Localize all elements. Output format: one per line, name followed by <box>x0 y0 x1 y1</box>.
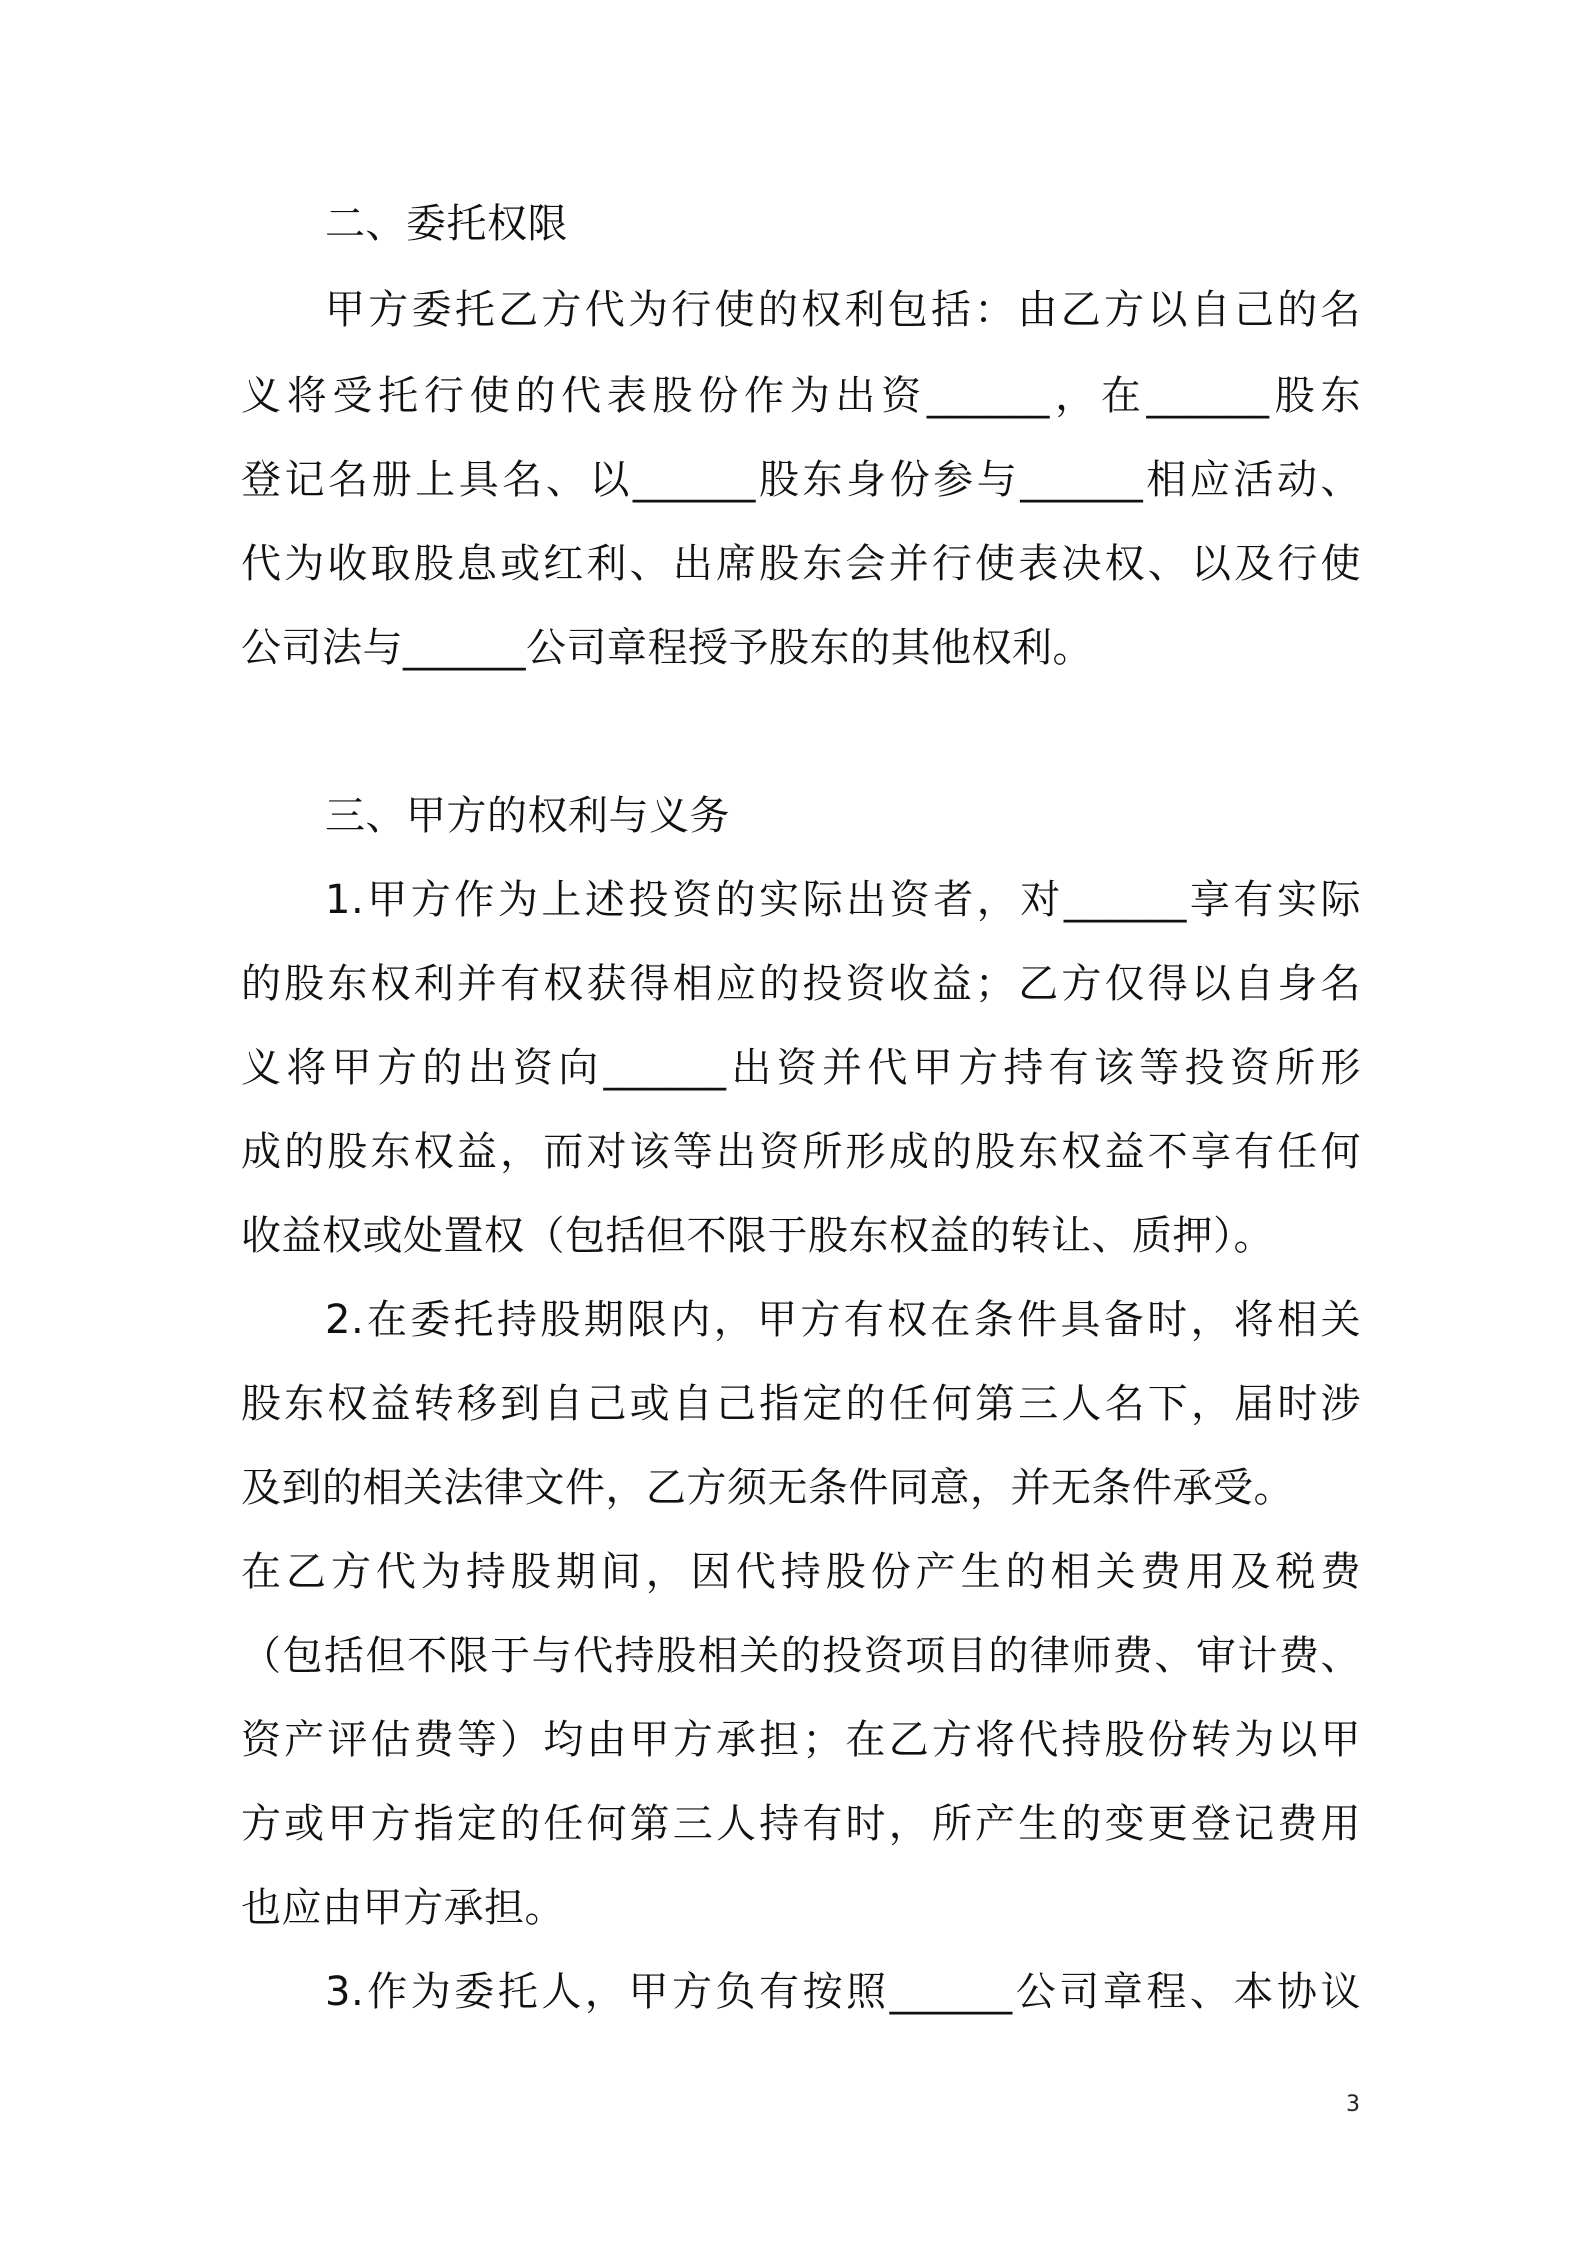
paragraph-line: 也应由甲方承担。 <box>241 1885 565 1931</box>
paragraph-line: 的股东权利并有权获得相应的投资收益；乙方仅得以自身名 <box>241 961 1361 1007</box>
paragraph-line: 2.在委托持股期限内，甲方有权在条件具备时，将相关 <box>325 1297 1361 1343</box>
paragraph-line: 股东权益转移到自己或自己指定的任何第三人名下，届时涉 <box>241 1381 1361 1427</box>
section-3-heading: 三、甲方的权利与义务 <box>325 793 730 839</box>
paragraph-line: 资产评估费等）均由甲方承担；在乙方将代持股份转为以甲 <box>241 1717 1361 1763</box>
paragraph-line: 甲方委托乙方代为行使的权利包括：由乙方以自己的名 <box>325 287 1361 333</box>
paragraph-line: 成的股东权益，而对该等出资所形成的股东权益不享有任何 <box>241 1129 1361 1175</box>
paragraph-line: 义将甲方的出资向______出资并代甲方持有该等投资所形 <box>241 1045 1361 1091</box>
paragraph-line: 收益权或处置权（包括但不限于股东权益的转让、质押）。 <box>241 1213 1274 1259</box>
paragraph-line: 公司法与______公司章程授予股东的其他权利。 <box>241 625 1093 671</box>
paragraph-line: 代为收取股息或红利、出席股东会并行使表决权、以及行使 <box>241 541 1361 587</box>
paragraph-line: （包括但不限于与代持股相关的投资项目的律师费、审计费、 <box>241 1633 1361 1679</box>
paragraph-line: 义将受托行使的代表股份作为出资______，在______股东 <box>241 373 1361 419</box>
paragraph-line: 3.作为委托人，甲方负有按照______公司章程、本协议 <box>325 1969 1361 2015</box>
paragraph-line: 登记名册上具名、以______股东身份参与______相应活动、 <box>241 457 1361 503</box>
paragraph-line: 方或甲方指定的任何第三人持有时，所产生的变更登记费用 <box>241 1801 1361 1847</box>
paragraph-line: 1.甲方作为上述投资的实际出资者，对______享有实际 <box>325 877 1361 923</box>
page-number: 3 <box>1346 2092 1360 2117</box>
section-2-heading: 二、委托权限 <box>325 201 568 247</box>
paragraph-line: 及到的相关法律文件，乙方须无条件同意，并无条件承受。 <box>241 1465 1294 1511</box>
paragraph-line: 在乙方代为持股期间，因代持股份产生的相关费用及税费 <box>241 1549 1361 1595</box>
